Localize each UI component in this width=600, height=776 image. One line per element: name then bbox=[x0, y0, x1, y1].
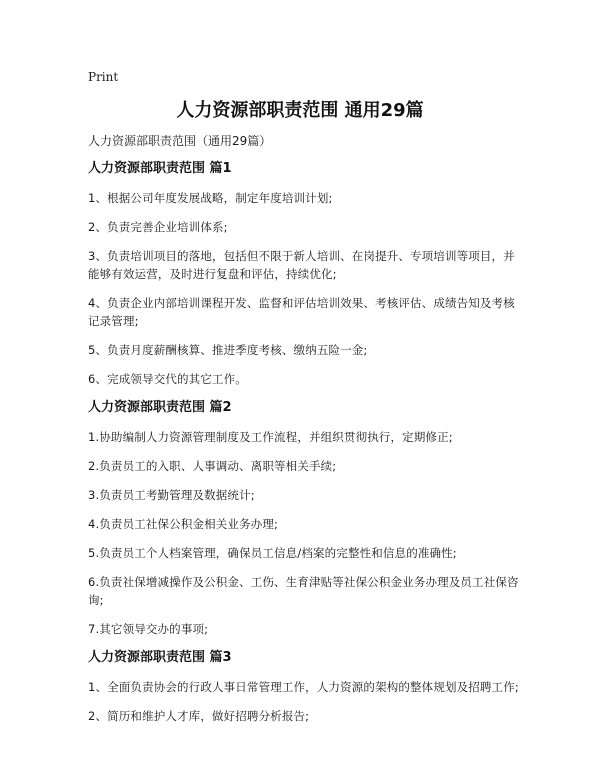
list-item: 6.负责社保增减操作及公积金、工伤、生育津贴等社保公积金业务办理及员工社保咨询; bbox=[88, 575, 519, 607]
section-1 bbox=[88, 160, 524, 388]
document-subtitle: 人力资源部职责范围（通用29篇） bbox=[88, 134, 272, 148]
section-3 bbox=[88, 649, 524, 725]
list-item: 5.负责员工个人档案管理，确保员工信息/档案的完整性和信息的准确性; bbox=[88, 546, 457, 560]
section-heading: 人力资源部职责范围 篇2 bbox=[88, 400, 232, 415]
list-item: 5、负责月度薪酬核算、推进季度考核、缴纳五险一金; bbox=[88, 343, 368, 357]
print-link[interactable]: Print bbox=[88, 70, 119, 84]
list-item: 1、全面负责协会的行政人事日常管理工作，人力资源的架构的整体规划及招聘工作; bbox=[88, 680, 519, 694]
section-heading: 人力资源部职责范围 篇3 bbox=[88, 650, 232, 665]
section-2 bbox=[88, 399, 524, 638]
list-item: 4、负责企业内部培训课程开发、监督和评估培训效果、考核评估、成绩告知及考核记录管理; bbox=[88, 296, 515, 328]
list-item: 3、负责培训项目的落地，包括但不限于新人培训、在岗提升、专项培训等项目，并能够有效运营，及时进行复盘和评估，持续优化; bbox=[88, 249, 515, 281]
document-title: 人力资源部职责范围 通用29篇 bbox=[176, 100, 424, 121]
document-body bbox=[88, 132, 524, 736]
list-item: 6、完成领导交代的其它工作。 bbox=[88, 372, 247, 386]
list-item: 2、负责完善企业培训体系; bbox=[88, 220, 228, 234]
section-heading: 人力资源部职责范围 篇1 bbox=[88, 161, 232, 176]
list-item: 3.负责员工考勤管理及数据统计; bbox=[88, 488, 255, 502]
list-item: 1.协助编制人力资源管理制度及工作流程，并组织贯彻执行，定期修正; bbox=[88, 430, 453, 444]
list-item: 4.负责员工社保公积金相关业务办理; bbox=[88, 517, 279, 531]
list-item: 2、简历和维护人才库，做好招聘分析报告; bbox=[88, 709, 310, 723]
list-item: 7.其它领导交办的事项; bbox=[88, 622, 209, 636]
list-item: 1、根据公司年度发展战略，制定年度培训计划; bbox=[88, 191, 333, 205]
list-item: 2.负责员工的入职、人事调动、离职等相关手续; bbox=[88, 459, 337, 473]
